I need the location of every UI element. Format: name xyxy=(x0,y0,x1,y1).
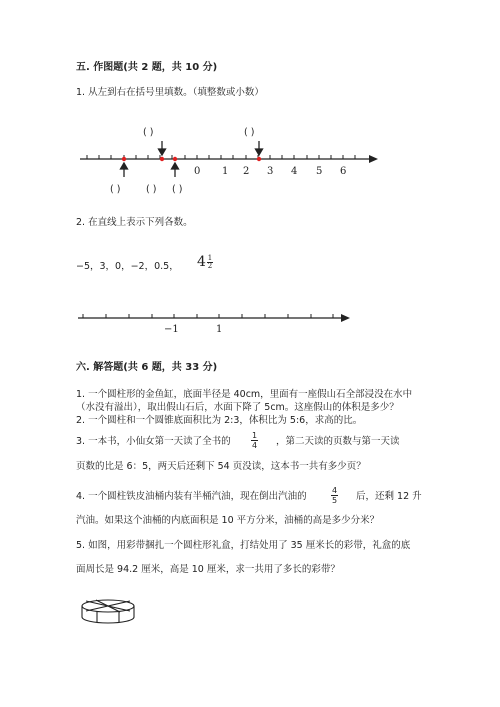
q2-prompt: 2. 在直线上表示下列各数。 xyxy=(76,217,193,228)
problem-3-part1: 3. 一本书，小仙女第一天读了全书的 xyxy=(76,436,231,447)
tick-label: 1 xyxy=(222,166,229,177)
problem-3-part2: ，第二天读的页数与第一天读 xyxy=(276,436,400,447)
fraction-denominator: 2 xyxy=(207,261,213,270)
answer-blank[interactable]: ( ) xyxy=(146,184,157,195)
mixed-whole: 4 xyxy=(197,254,206,270)
tick-label: 3 xyxy=(267,166,274,177)
mixed-fraction xyxy=(207,255,213,270)
answer-blank[interactable]: ( ) xyxy=(110,184,121,195)
tick-label: 4 xyxy=(291,166,298,177)
fraction-one-quarter xyxy=(251,431,258,450)
problem-4-part2: 后，还剩 12 升 xyxy=(356,491,422,502)
tick-label: 2 xyxy=(243,166,250,177)
problem-4-part1: 4. 一个圆柱铁皮油桶内装有半桶汽油，现在倒出汽油的 xyxy=(76,491,307,502)
mixed-number xyxy=(197,254,213,270)
fraction-numerator: 4 xyxy=(331,486,338,495)
q1-prompt: 1. 从左到右在括号里填数。（填整数或小数） xyxy=(76,87,264,98)
point-marker xyxy=(257,157,261,161)
problem-1-line1: 1. 一个圆柱形的金鱼缸，底面半径是 40cm，里面有一座假山石全部浸没在水中 xyxy=(76,389,413,400)
answer-blank[interactable]: ( ) xyxy=(244,127,255,138)
section5-title: 五. 作图题(共 2 题，共 10 分) xyxy=(76,62,218,73)
answer-blank[interactable]: ( ) xyxy=(172,184,183,195)
point-marker xyxy=(122,157,126,161)
tick-label: 1 xyxy=(216,324,223,335)
answer-blank[interactable]: ( ) xyxy=(143,127,154,138)
arrow-head-icon xyxy=(369,155,378,163)
problem-3-line2: 页数的比是 6：5，两天后还剩下 54 页没读，这本书一共有多少页？ xyxy=(76,461,366,472)
number-line-2 xyxy=(78,314,350,335)
fraction-numerator: 1 xyxy=(251,431,258,440)
fraction-denominator: 5 xyxy=(331,496,338,505)
section6-title: 六. 解答题(共 6 题，共 33 分) xyxy=(76,362,218,373)
tick-label: −1 xyxy=(164,324,179,335)
numbers-list: −5，3，0，−2，0.5， xyxy=(76,261,179,272)
arrow-head-icon xyxy=(341,314,350,322)
problem-1-line2: （水没有溢出），取出假山石后，水面下降了 5cm。这座假山的体积是多少？ xyxy=(76,402,399,413)
number-line-1 xyxy=(80,141,378,177)
problem-5-line2: 面周长是 94.2 厘米，高是 10 厘米，求一共用了多长的彩带？ xyxy=(76,564,340,575)
fraction-denominator: 4 xyxy=(251,441,258,450)
problem-5-line1: 5. 如图，用彩带捆扎一个圆柱形礼盒，打结处用了 35 厘米长的彩带，礼盒的底 xyxy=(76,540,411,551)
problem-4-line2: 汽油。如果这个油桶的内底面积是 10 平方分米，油桶的高是多少分米？ xyxy=(76,515,380,526)
point-marker xyxy=(173,157,177,161)
tick-label: 5 xyxy=(316,166,323,177)
tick-label: 0 xyxy=(194,166,201,177)
fraction-four-fifths xyxy=(331,486,338,505)
cylinder-gift-box-image xyxy=(82,600,134,623)
fraction-numerator: 1 xyxy=(207,253,213,262)
problem-2: 2. 一个圆柱和一个圆锥底面积比为 2:3，体积比为 5:6，求高的比。 xyxy=(76,415,363,426)
point-marker xyxy=(160,157,164,161)
tick-label: 6 xyxy=(340,166,347,177)
